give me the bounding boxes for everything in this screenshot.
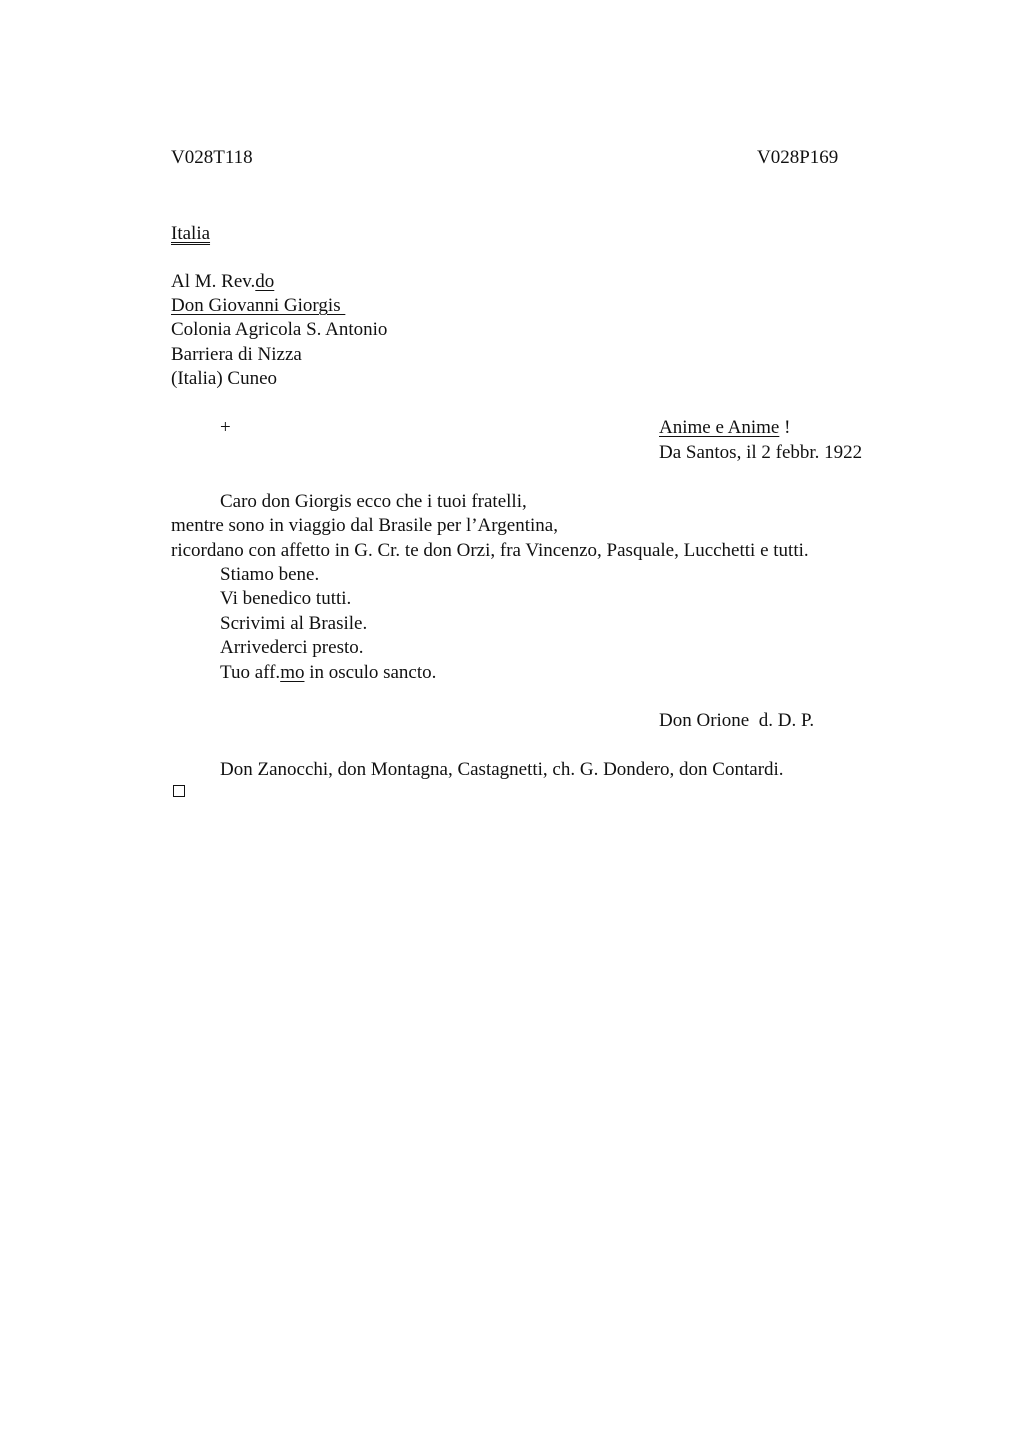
cross-symbol: + (220, 417, 231, 438)
body-line-scrivimi: Scrivimi al Brasile. (220, 613, 368, 634)
motto (659, 416, 790, 440)
closing-abbrev: mo (280, 662, 305, 683)
body-line-arrivederci: Arrivederci presto. (220, 637, 364, 658)
motto-text: Anime e Anime (659, 417, 780, 438)
address-line-salutation (171, 270, 274, 294)
document-code-right: V028P169 (757, 147, 839, 168)
body-line-benedico: Vi benedico tutti. (220, 588, 352, 609)
closing-prefix: Tuo aff. (220, 662, 281, 683)
address-line-colony: Colonia Agricola S. Antonio (171, 319, 388, 340)
body-line-stiamo: Stiamo bene. (220, 564, 320, 585)
address-recipient-name: Don Giovanni Giorgis (171, 295, 346, 316)
address-salutation-prefix: Al M. Rev. (171, 271, 256, 292)
postscript: Don Zanocchi, don Montagna, Castagnetti, ch. G. Dondero, don Contardi. (220, 759, 784, 780)
body-line-travel: mentre sono in viaggio dal Brasile per l’Argentina, (171, 515, 558, 536)
motto-punctuation: ! (779, 417, 791, 438)
signature: Don Orione d. D. P. (659, 710, 815, 731)
place-date: Da Santos, il 2 febbr. 1922 (659, 442, 863, 463)
address-country (171, 222, 210, 246)
end-marker-square (173, 785, 185, 797)
body-line-remember: ricordano con affetto in G. Cr. te don Orzi, fra Vincenzo, Pasquale, Lucchetti e tutti. (171, 540, 809, 561)
body-line-greeting: Caro don Giorgis ecco che i tuoi fratelli, (220, 491, 527, 512)
address-country-text: Italia (171, 223, 211, 244)
closing-suffix: in osculo sancto. (304, 662, 437, 683)
body-line-closing (220, 661, 436, 685)
document-code-left: V028T118 (171, 147, 253, 168)
address-recipient (171, 294, 345, 318)
address-line-district: Barriera di Nizza (171, 344, 302, 365)
address-salutation-suffix: do (255, 271, 275, 292)
address-line-city: (Italia) Cuneo (171, 368, 278, 389)
